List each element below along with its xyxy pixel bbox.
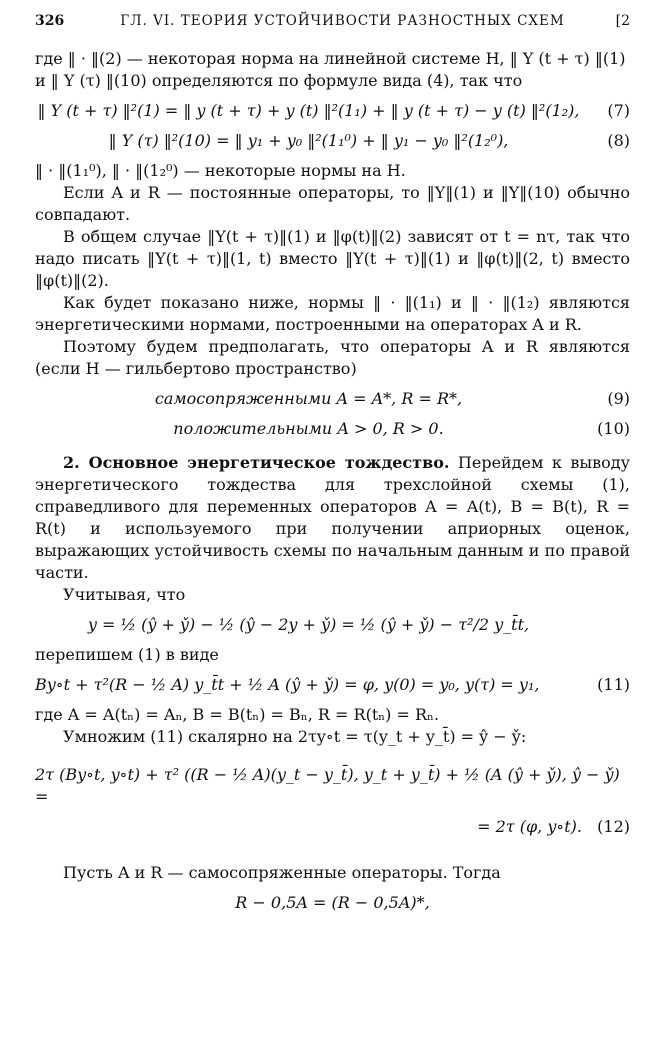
equation-body: 2τ (By∘t, y∘t) + τ² ((R − ½ A)(y_t − y_t̄), y_t + y_t̄) + ½ (A (ŷ + y̌), ŷ − y̌) = xyxy=(35,765,620,806)
equation-body: ‖ Y (t + τ) ‖²(1) = ‖ y (t + τ) + y (t) ‖²(1₁) + ‖ y (t + τ) − y (t) ‖²(1₂), xyxy=(37,101,580,120)
equation-body: положительными A > 0, R > 0. xyxy=(173,419,444,438)
equation-number: (12) xyxy=(597,817,630,836)
equation-number: (10) xyxy=(597,419,630,438)
equation-body: R − 0,5A = (R − 0,5A)*, xyxy=(235,893,430,912)
paragraph: где A = A(tₙ) = Aₙ, B = B(tₙ) = Bₙ, R = R(tₙ) = Rₙ. xyxy=(35,705,440,724)
equation-9 xyxy=(35,388,630,410)
paragraph: Поэтому будем предполагать, что операторы A и R являются (если H — гильбертово пространство) xyxy=(35,337,630,378)
equation-body: ‖ Y (τ) ‖²(10) = ‖ y₁ + y₀ ‖²(1₁⁰) + ‖ y₁ − y₀ ‖²(1₂⁰), xyxy=(108,131,509,150)
paragraph: перепишем (1) в виде xyxy=(35,645,219,664)
paragraph: Учитывая, что xyxy=(63,585,186,604)
equation-body: самосопряженными A = A*, R = R*, xyxy=(154,389,463,408)
equation-12a xyxy=(35,764,630,808)
section-2-paragraph xyxy=(35,452,630,584)
equation-8 xyxy=(35,130,630,152)
page-number: 326 xyxy=(35,13,65,29)
paragraph: В общем случае ‖Y(t + τ)‖(1) и ‖φ(t)‖(2) зависят от t = nτ, так что надо писать ‖Y(t + τ)‖(1, t) вместо ‖Y(t + τ)‖(1) и ‖φ(t)‖(2, t) вместо ‖φ(t)‖(2). xyxy=(35,227,630,290)
chapter-title: ГЛ. VI. ТЕОРИЯ УСТОЙЧИВОСТИ РАЗНОСТНЫХ СХЕМ xyxy=(120,13,565,29)
text-line: и ‖ Y (τ) ‖(10) определяются по формуле вида (4), так что xyxy=(35,71,523,90)
paragraph: Умножим (11) скалярно на 2τy∘t = τ(y_t + y_t̄) = ŷ − y̌: xyxy=(63,727,527,746)
paragraph: Пусть A и R — самосопряженные операторы. Тогда xyxy=(63,863,501,882)
equation-10 xyxy=(35,418,630,440)
section-text: Перейдем к выводу энергетического тождества для трехслойной схемы (1), справедливого для переменных операторов A = A(t), B = B(t), R = R(t) и используемого при получении априорных оценок, выражающих устойчивость схемы по начальным данным и по правой части. xyxy=(35,453,630,582)
equation-7 xyxy=(35,100,630,122)
equation-body: By∘t + τ²(R − ½ A) y_t̄t + ½ A (ŷ + y̌) = φ, y(0) = y₀, y(τ) = y₁, xyxy=(35,675,540,694)
equation-body: y = ½ (ŷ + y̌) − ½ (ŷ − 2y + y̌) = ½ (ŷ + y̌) − τ²/2 y_t̄t, xyxy=(87,615,530,634)
equation-12b xyxy=(35,816,630,838)
equation-body: = 2τ (φ, y∘t). xyxy=(477,817,582,836)
equation-number: (7) xyxy=(607,101,630,120)
text-line: ‖ · ‖(1₁⁰), ‖ · ‖(1₂⁰) — некоторые нормы на H. xyxy=(35,161,406,180)
equation-last xyxy=(35,892,630,914)
running-header xyxy=(35,10,630,32)
section-heading: 2. Основное энергетическое тождество. xyxy=(63,453,450,472)
paragraph: Как будет показано ниже, нормы ‖ · ‖(1₁) и ‖ · ‖(1₂) являются энергетическими нормами, построенными на операторах A и R. xyxy=(35,293,630,334)
section-mark: [2 xyxy=(615,13,630,29)
text-line: где ‖ · ‖(2) — некоторая норма на линейной системе H, ‖ Y (t + τ) ‖(1) xyxy=(35,49,626,68)
paragraph: Если A и R — постоянные операторы, то ‖Y‖(1) и ‖Y‖(10) обычно совпадают. xyxy=(35,183,630,224)
equation-number: (11) xyxy=(597,675,630,694)
equation-number: (9) xyxy=(607,389,630,408)
equation-11 xyxy=(35,674,630,696)
equation-y xyxy=(35,614,630,636)
equation-number: (8) xyxy=(607,131,630,150)
